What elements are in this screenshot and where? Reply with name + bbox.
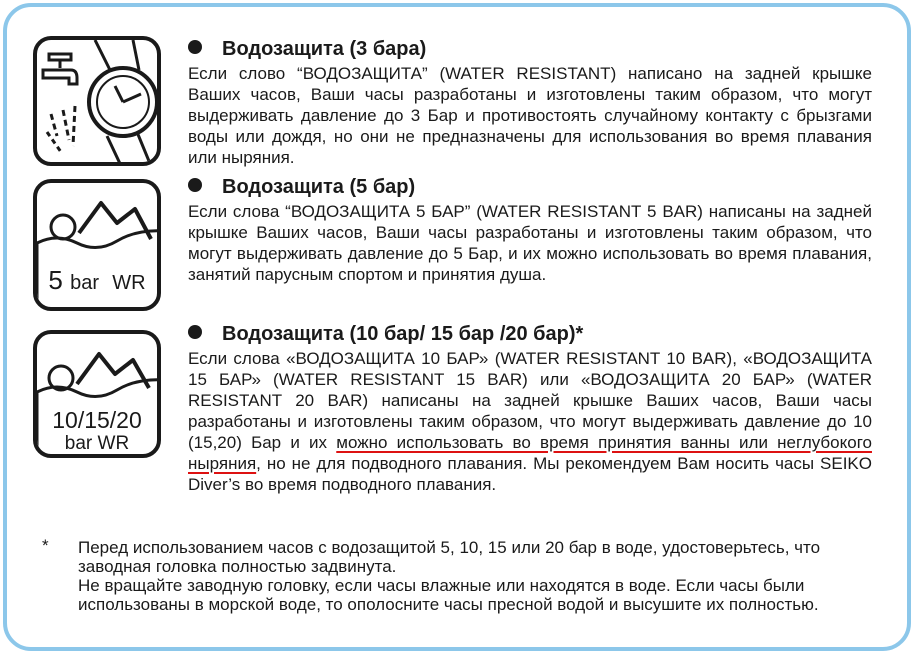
section-3-bar xyxy=(188,37,872,168)
underlined-text: можно использовать во время принятия ванны или неглубокого ныряния xyxy=(188,433,872,473)
section-body: Если слово “ВОДОЗАЩИТА” (WATER RESISTANT) написано на задней крышке Ваших часов, Ваши часы разработаны и изготовлены таким образом, что могут выдерживать давление до 3 Бар и противостоять случайному контакту с брызгами воды или дождя, но они не предназначены для использования во время плавания или ныряния. xyxy=(188,64,872,167)
section-10-15-20-bar xyxy=(188,322,872,495)
bullet-icon xyxy=(188,325,202,339)
section-body: Если слова «ВОДОЗАЩИТА 10 БАР» (WATER RESISTANT 10 BAR), «ВОДОЗАЩИТА 15 БАР» (WATER RESISTANT 15 BAR) или «ВОДОЗАЩИТА 20 БАР» (WATER RESISTANT 20 BAR) написаны на задней крышке Ваших часов, Ваши часы разработаны и изготовлены таким образом, что могут выдерживать давление до 10 (15,20) Бар и их можно использовать во время принятия ванны или неглубокого ныряния, но не для подводного плавания. Мы рекомендуем Вам носить часы SEIKO Diver’s во время подводного плавания. xyxy=(188,349,872,494)
footnote-line-2: Не вращайте заводную головку, если часы влажные или находятся в воде. Если часы были использованы в морской воде, то ополосните часы пресной водой и высушите их полностью. xyxy=(78,576,819,614)
bullet-icon xyxy=(188,178,202,192)
badge-5-bar-wr: 5 bar WR xyxy=(48,265,146,295)
swimmer-icon xyxy=(33,179,161,311)
section-body: Если слова “ВОДОЗАЩИТА 5 БАР” (WATER RESISTANT 5 BAR) написаны на задней крышке Ваших часов, Ваши часы разработаны и изготовлены таким образом, что могут выдерживать давление до 5 Бар, и их можно использовать во время плавания, занятий парусным спортом и принятия душа. xyxy=(188,202,872,284)
footnote xyxy=(78,538,883,614)
section-heading: Водозащита (5 бар) xyxy=(188,175,872,199)
section-heading: Водозащита (10 бар/ 15 бар /20 бар)* xyxy=(188,322,872,346)
bullet-icon xyxy=(188,40,202,54)
footnote-line-1: Перед использованием часов с водозащитой 5, 10, 15 или 20 бар в воде, удостоверьтесь, что заводная головка полностью задвинута. xyxy=(78,538,821,576)
footnote-mark: * xyxy=(42,536,49,555)
section-5-bar xyxy=(188,175,872,285)
badge-10-15-20-bar-wr: 10/15/20 bar WR xyxy=(52,407,142,454)
swimmer-icon xyxy=(33,330,161,458)
tap-splash-watch-icon xyxy=(33,36,161,166)
section-heading: Водозащита (3 бара) xyxy=(188,37,872,61)
